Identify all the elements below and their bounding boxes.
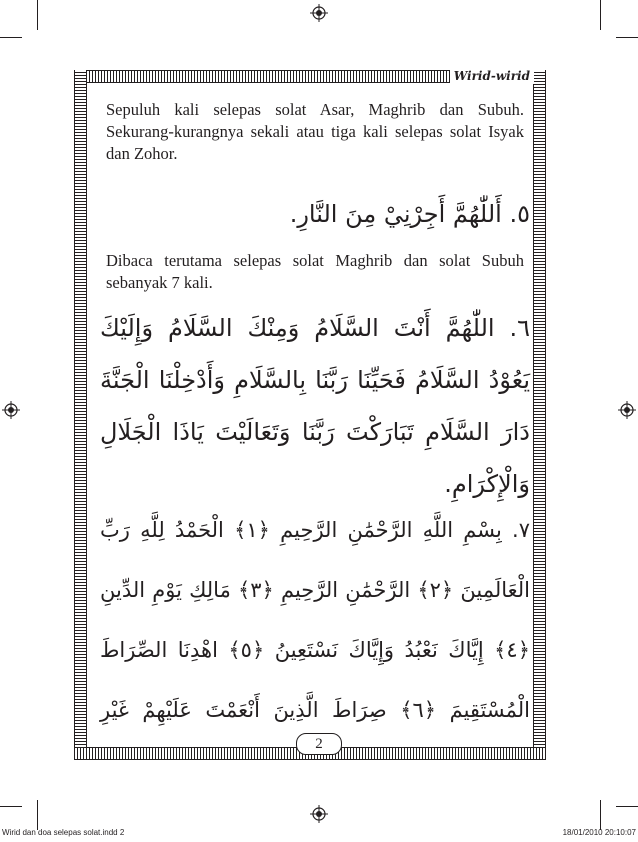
crop-mark [37,800,38,830]
print-slug-filename: Wirid dan doa selepas solat.indd 2 [2,828,125,837]
crop-mark [616,806,638,807]
arabic-prayer-6: ٦. اللّٰهُمَّ أَنْتَ السَّلَامُ وَمِنْكَ السَّلَامُ وَإِلَيْكَ يَعُوْدُ السَّلَامُ فَحَيِّنَا رَبَّنَا بِالسَّلَامِ وَأَدْخِلْنَا الْجَنَّةَ دَارَ السَّلَامِ تَبَارَكْتَ رَبَّنَا وَتَعَالَيْتَ يَاذَا الْجَلَالِ وَالْإِكْرَامِ. [100,314,530,498]
crop-mark [600,800,601,830]
border-frame-left [74,70,87,760]
crop-mark [600,0,601,30]
page-number: 2 [296,733,342,755]
crop-mark [37,0,38,30]
crop-mark [0,806,22,807]
registration-mark-icon [310,805,328,823]
arabic-prayer-5: ٥. أَللّٰهُمَّ أَجِرْنِيْ مِنَ النَّارِ. [289,200,530,228]
crop-mark [616,37,638,38]
crop-mark [0,37,22,38]
registration-mark-icon [310,4,328,22]
instruction-paragraph-2: Dibaca terutama selepas solat Maghrib dan solat Subuh sebanyak 7 kali. [106,251,524,292]
print-slug-timestamp: 18/01/2010 20:10:07 [562,828,636,837]
running-header: Wirid-wirid [450,68,534,84]
instruction-paragraph-1: Sepuluh kali selepas solat Asar, Maghrib dan Subuh. Sekurang-kurangnya sekali atau tiga kali selepas solat Isyak dan Zohor. [106,100,524,163]
arabic-prayer-7: ٧. بِسْمِ اللَّهِ الرَّحْمَٰنِ الرَّحِيمِ ﴿١﴾ الْحَمْدُ لِلَّهِ رَبِّ الْعَالَمِينَ ﴿٢﴾ الرَّحْمَٰنِ الرَّحِيمِ ﴿٣﴾ مَالِكِ يَوْمِ الدِّينِ ﴿٤﴾ إِيَّاكَ نَعْبُدُ وَإِيَّاكَ نَسْتَعِينُ ﴿٥﴾ اهْدِنَا الصِّرَاطَ الْمُسْتَقِيمَ ﴿٦﴾ صِرَاطَ الَّذِينَ أَنْعَمْتَ عَلَيْهِمْ غَيْرِ [100,518,531,722]
registration-mark-icon [618,401,636,419]
border-frame-right [533,70,546,760]
registration-mark-icon [2,401,20,419]
